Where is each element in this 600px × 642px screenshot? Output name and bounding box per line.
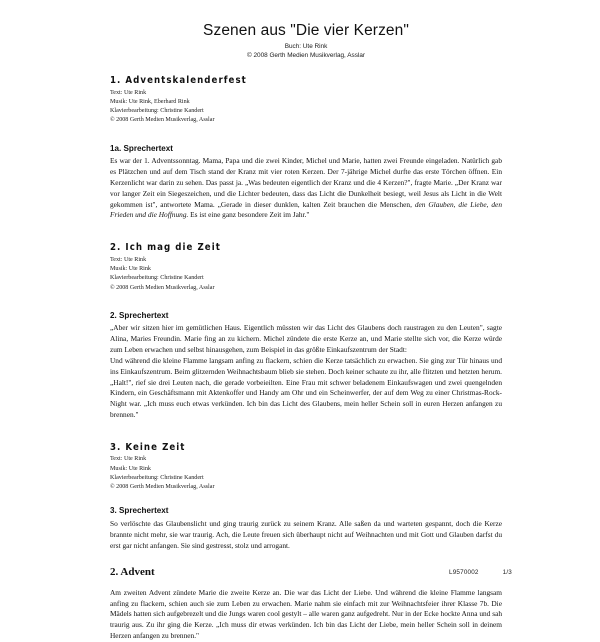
- spacer: [110, 421, 502, 442]
- footer-document-code: L9570002: [449, 569, 479, 576]
- spacer: [110, 126, 502, 144]
- song-heading-2: 2. Ich mag die Zeit: [110, 242, 221, 254]
- speech-text-1a: [110, 156, 502, 221]
- song-credits-2: [110, 256, 502, 293]
- song-entry-1: [110, 75, 502, 126]
- speech-block-2: [110, 311, 502, 421]
- speech-text-part-after: Es ist eine ganz besondere Zeit im Jahr.": [188, 210, 310, 220]
- speech-heading-2: 2. Sprechertext: [110, 310, 169, 320]
- page-title: Szenen aus "Die vier Kerzen": [203, 22, 409, 39]
- speech-block-3: [110, 506, 502, 551]
- credit-line: Text: Ute Rink: [110, 456, 147, 463]
- speech-text-2-para-1: „Aber wir sitzen hier im gemütlichen Haus. Eigentlich müssten wir das Licht des Glaubens doch raustragen zu den Leuten", sagte Alina, Maries Freundin. Marie fing an zu kichern. Michel zündete die erste Kerze an, und Marie stellte sich vor, die Kerze würde zum Leben erwachen und selbst hinausgehen, zum Beispiel in das größte Einkaufszentrum der Stadt:: [110, 323, 502, 355]
- credit-line: © 2008 Gerth Medien Musikverlag, Asslar: [110, 284, 215, 291]
- song-heading-3: 3. Keine Zeit: [110, 441, 186, 453]
- page-footer: [110, 569, 512, 576]
- speech-text-3: So verlöschte das Glaubenslicht und ging traurig zurück zu seinem Kranz. Alle saßen da und warteten gespannt, doch die Kerze brannte nicht mehr, sie war traurig. Ach, die Leute freuen sich überhaupt nicht auf Weihnachten und mit Gott und Glauben darfst du erst gar nicht anfangen. Sie sind gestresst, stolz und arrogant.: [110, 519, 502, 550]
- speech-block-1a: [110, 144, 502, 222]
- credit-line: Text: Ute Rink: [110, 89, 147, 96]
- credit-line: © 2008 Gerth Medien Musikverlag, Asslar: [110, 484, 215, 491]
- speech-text-part-before: Es war der 1. Adventssonntag. Mama, Papa und die zwei Kinder, Michel und Marie, hatten zwei Freunde eingeladen. Natürlich gab es Plätzchen und auf dem Tisch stand der Kranz mit vier roten Kerzen. Der 7-jährige Michel durfte das erste Törchen öffnen. Ein Kerzenlicht war darin zu sehen. Das passt ja. „Was bedeuten eigentlich der Kranz und die 4 Kerzen?", fragte Marie. „Der Kranz war vor langer Zeit ein Siegeszeichen, und die Lichter bedeuten, dass das Licht die Dunkelheit besiegt, weil Jesus als Licht in die Welt gekommen ist", antwortete Mama. „Gerade in dieser dunklen, kalten Zeit brauchen die Menschen,: [110, 156, 502, 209]
- credit-line: Klavierbearbeitung: Christine Kandert: [110, 275, 204, 282]
- document-author: Buch: Ute Rink: [284, 42, 328, 50]
- credit-line: © 2008 Gerth Medien Musikverlag, Asslar: [110, 117, 215, 124]
- credit-line: Musik: Ute Rink: [110, 465, 151, 472]
- speech-text-italic: den Glauben, die Liebe, den Frieden und die Hoffnung.: [110, 199, 502, 220]
- footer-page-number: 1/3: [502, 569, 512, 576]
- document-title-block: [110, 22, 502, 61]
- credit-line: Klavierbearbeitung: Christine Kandert: [110, 108, 204, 115]
- spacer: [110, 293, 502, 311]
- spacer: [110, 492, 502, 506]
- song-credits-3: [110, 455, 502, 492]
- speech-text-2-para-2: Und während die kleine Flamme langsam anfing zu flackern, schien die Kerze tatsächlich zu erwachen. Sie ging zur Tür hinaus und ins Einkaufszentrum. Beim glitzernden Weihnachtsbaum blieb sie stehen. Doch keiner schaute zu ihr, alle flitzten und hetzten herum. „Halt!", rief sie drei Leuten nach, die gerade vorbeieilten. Eine Frau mit schwer beladenem Einkaufswagen und zwei quengelnden Kindern, ein Geschäftsmann mit Aktenkoffer und Handy am Ohr und ein Scheinwerfer, der auf dem Weg zu einer Christmas-Rock-Night war. „Ich muss euch etwas verkünden. Ich bin das Licht des Glaubens, mein heller Schein soll in euren Herzen anfangen zu brennen.": [110, 355, 502, 420]
- song-heading-1: 1. Adventskalenderfest: [110, 75, 247, 87]
- spacer: [110, 552, 502, 566]
- song-credits-1: [110, 89, 502, 126]
- credit-line: Musik: Ute Rink, Eberhard Rink: [110, 98, 190, 105]
- credit-line: Klavierbearbeitung: Christine Kandert: [110, 474, 204, 481]
- advent-heading: 2. Advent: [110, 565, 155, 578]
- speech-heading-3: 3. Sprechertext: [110, 506, 169, 516]
- song-entry-3: [110, 442, 502, 493]
- spacer: [110, 221, 502, 242]
- credit-line: Text: Ute Rink: [110, 256, 147, 263]
- credit-line: Musik: Ute Rink: [110, 266, 151, 273]
- speech-heading-1a: 1a. Sprechertext: [110, 143, 173, 153]
- advent-section: [110, 566, 502, 642]
- song-entry-2: [110, 242, 502, 293]
- advent-paragraph: Am zweiten Advent zündete Marie die zweite Kerze an. Die war das Licht der Liebe. Und während die kleine Flamme langsam anfing zu flackern, schien auch sie zum Leben zu erwachen. Marie nahm sie einfach mit zur Weihnachtsfeier ihrer Klasse 7b. Die Mädels hatten sich aufgebrezelt und die Jungs waren cool gestylt – alle waren ganz aufgedreht. Nur in der Ecke hockte Anna und sah traurig aus. Zu ihr ging die Kerze. „Ich muss dir etwas verkünden. Ich bin das Licht der Liebe, mein heller Schein soll in deinem Herzen anfangen zu brennen.": [110, 587, 502, 641]
- document-copyright: © 2008 Gerth Medien Musikverlag, Asslar: [246, 52, 366, 60]
